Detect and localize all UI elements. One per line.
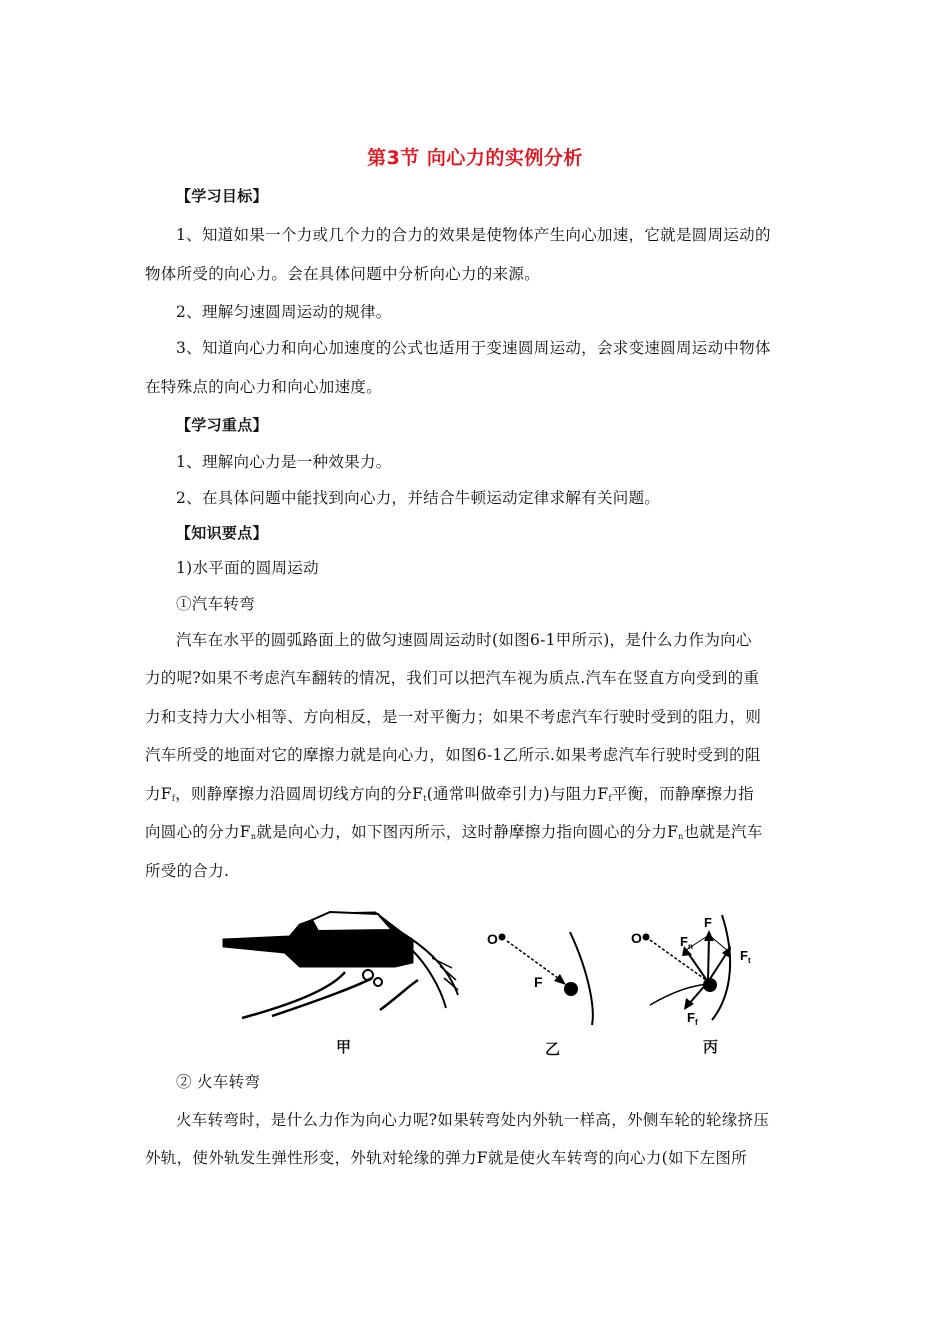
label-ff-main: F [687,1010,695,1025]
diagram-bing [631,915,751,1027]
text-run: (通常叫做牵引力)与阻力F [426,785,609,803]
arrow-head [722,946,731,958]
text-run: ，则静摩擦力沿圆周切线方向的分F [175,785,424,803]
label-ff [687,1010,698,1027]
key-point-1: 1、理解向心力是一种效果力。 [176,453,392,471]
section-header-knowledge: 【知识要点】 [176,524,268,542]
diagram-yi [487,931,593,1025]
text-run: 就是向心力，如下图丙所示，这时静摩擦力指向圆心的分力F [256,823,679,841]
caption-bing: 丙 [703,1038,719,1056]
label-fn [680,934,693,951]
text-run: 平衡，而静摩擦力指 [611,785,754,803]
car-point [564,982,578,996]
car-point [703,978,717,992]
subsection-horizontal-circular-motion: 1)水平面的圆周运动 [176,559,319,577]
section-header-goals: 【学习目标】 [176,187,268,205]
label-ft-main: F [740,948,748,963]
label-fn-main: F [680,934,688,949]
f-arrow [708,935,709,982]
label-o: O [631,930,642,946]
center-point [499,934,506,941]
paragraph-1-line-3: 力和支持力大小相等、方向相反，是一对平衡力；如果不考虑汽车行驶时受到的阻力，则 [145,708,762,726]
center-point [643,934,650,941]
subscript: f [171,794,176,803]
page-title: 第3节 向心力的实例分析 [367,147,583,169]
paragraph-1-line-7: 所受的合力. [145,862,230,880]
friction-path [650,984,710,1005]
goal-1-line-1: 1、知道如果一个力或几个力的合力的效果是使物体产生向心加速，它就是圆周运动的 [176,226,771,244]
paragraph-2-line-1: 火车转弯时，是什么力作为向心力呢?如果转弯处内外轨一样高，外侧车轮的轮缘挤压 [176,1111,770,1129]
goal-1-line-2: 物体所受的向心力。会在具体问题中分析向心力的来源。 [145,265,541,283]
circle-arc [712,915,730,1020]
item-car-turning: ①汽车转弯 [176,595,256,613]
goal-3-line-1: 3、知道向心力和向心加速度的公式也适用于变速圆周运动，会求变速圆周运动中物体 [176,339,771,357]
section-header-key-points: 【学习重点】 [176,416,268,434]
label-f: F [704,915,712,930]
paragraph-2-line-2: 外轨，使外轨发生弹性形变，外轨对轮缘的弹力F就是使火车转弯的向心力(如下左图所 [145,1149,748,1167]
subscript: n [678,832,684,841]
label-ft [740,948,751,965]
parallelogram-edge [709,935,728,951]
caption-yi: 乙 [545,1040,561,1058]
label-fn-sub: n [687,942,693,951]
arrow-head [554,974,566,985]
text-run: 也就是汽车 [683,823,763,841]
subscript: n [250,832,257,841]
text-run: 向圆心的分力F [145,823,251,841]
label-ft-sub: t [747,956,751,965]
paragraph-1-line-1: 汽车在水平的圆弧路面上的做匀速圆周运动时(如图6-1甲所示)，是什么力作为向心 [176,631,752,649]
label-ff-sub: f [694,1018,698,1027]
paragraph-1-line-2: 力的呢?如果不考虑汽车翻转的情况，我们可以把汽车视为质点.汽车在竖直方向受到的重 [145,669,760,687]
key-point-2: 2、在具体问题中能找到向心力，并结合牛顿运动定律求解有关问题。 [176,489,661,507]
goal-3-line-2: 在特殊点的向心力和向心加速度。 [145,378,383,396]
goal-2: 2、理解匀速圆周运动的规律。 [176,303,392,321]
radius-line [650,940,706,980]
subscript: f [608,794,612,803]
label-f: F [534,974,543,990]
caption-jia: 甲 [336,1038,352,1056]
paragraph-1-line-4: 汽车所受的地面对它的摩擦力就是向心力，如图6-1乙所示.如果考虑汽车行驶时受到的阻 [145,746,761,764]
ft-arrow [708,951,728,982]
car-on-curved-road-illustration [224,912,458,1018]
label-o: O [487,931,498,947]
text-run: 力F [145,785,172,803]
item-train-turning: ② 火车转弯 [176,1073,261,1091]
circle-arc [570,932,593,1025]
subscript: t [423,794,427,803]
